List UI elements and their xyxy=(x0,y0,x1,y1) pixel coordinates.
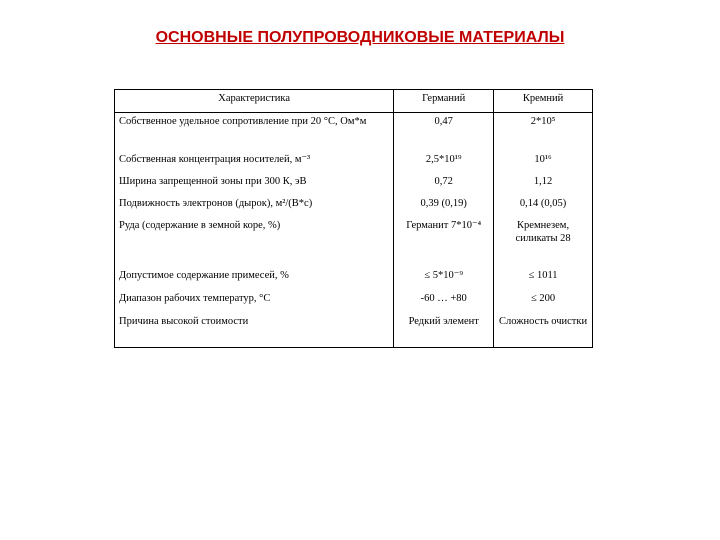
header-germanium: Германий xyxy=(394,90,494,113)
row-property: Ширина запрещенной зоны при 300 К, эВ xyxy=(115,173,394,195)
row-germanium-value: 0,47 xyxy=(394,113,494,152)
row-property: Допустимое содержание примесей, % xyxy=(115,267,394,290)
table-row xyxy=(115,290,593,313)
header-silicon: Кремний xyxy=(494,90,593,113)
row-silicon-value: ≤ 200 xyxy=(494,290,593,313)
row-silicon-value: 1,12 xyxy=(494,173,593,195)
row-germanium-value: Редкий элемент xyxy=(394,313,494,348)
table-row xyxy=(115,113,593,152)
row-property: Руда (содержание в земной коре, %) xyxy=(115,217,394,267)
table-header-row xyxy=(115,90,593,113)
row-silicon-value: Сложность очистки xyxy=(494,313,593,348)
row-germanium-value: 0,39 (0,19) xyxy=(394,195,494,217)
row-germanium-value: 2,5*10¹⁹ xyxy=(394,151,494,173)
row-silicon-value: Кремнезем, силикаты 28 xyxy=(494,217,593,267)
row-silicon-value: 2*10⁵ xyxy=(494,113,593,152)
table-row xyxy=(115,267,593,290)
row-germanium-value: -60 … +80 xyxy=(394,290,494,313)
page-title: ОСНОВНЫЕ ПОЛУПРОВОДНИКОВЫЕ МАТЕРИАЛЫ xyxy=(155,29,565,46)
row-germanium-value: ≤ 5*10⁻⁹ xyxy=(394,267,494,290)
row-silicon-value: 0,14 (0,05) xyxy=(494,195,593,217)
row-property: Собственная концентрация носителей, м⁻³ xyxy=(115,151,394,173)
table-row xyxy=(115,217,593,267)
row-silicon-value: ≤ 1011 xyxy=(494,267,593,290)
header-property: Характеристика xyxy=(115,90,394,113)
table-row xyxy=(115,173,593,195)
table-row xyxy=(115,195,593,217)
row-property: Причина высокой стоимости xyxy=(115,313,394,348)
table-row xyxy=(115,313,593,348)
row-property: Собственное удельное сопротивление при 20 °С, Ом*м xyxy=(115,113,394,152)
row-germanium-value: 0,72 xyxy=(394,173,494,195)
row-germanium-value: Германит 7*10⁻⁴ xyxy=(394,217,494,267)
row-property: Диапазон рабочих температур, °С xyxy=(115,290,394,313)
row-silicon-value: 10¹⁶ xyxy=(494,151,593,173)
materials-table xyxy=(114,89,593,348)
table-row xyxy=(115,151,593,173)
row-property: Подвижность электронов (дырок), м²/(В*с) xyxy=(115,195,394,217)
